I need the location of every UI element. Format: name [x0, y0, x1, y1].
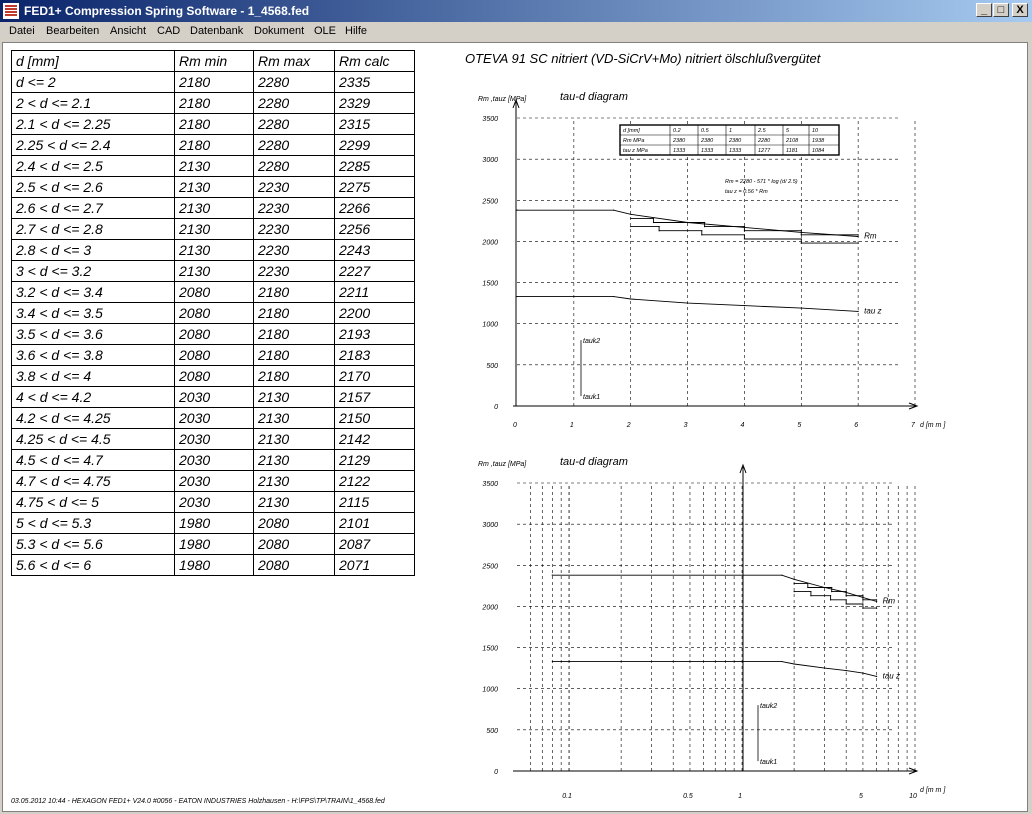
- data-point: [846, 670, 847, 671]
- table-cell: 2230: [254, 240, 335, 261]
- window-title: FED1+ Compression Spring Software - 1_4568.fed: [24, 4, 310, 18]
- y-tick-label: 500: [486, 727, 498, 735]
- y-tick-label: 3500: [482, 116, 498, 123]
- table-cell: 4 < d <= 4.2: [12, 387, 175, 408]
- table-cell: 2030: [175, 471, 254, 492]
- y-tick-label: 2000: [482, 604, 498, 612]
- tauk2-label: tauk2: [583, 338, 601, 346]
- data-point: [630, 298, 631, 299]
- table-cell: 2200: [335, 303, 415, 324]
- table-row: [12, 177, 415, 198]
- data-point: [831, 591, 832, 592]
- table-cell: 3.8 < d <= 4: [12, 366, 175, 387]
- x-axis-label: d [m m ]: [920, 422, 946, 429]
- table-cell: 2122: [335, 471, 415, 492]
- data-point: [807, 587, 808, 588]
- data-point: [810, 595, 811, 596]
- title-bar: [0, 0, 1032, 22]
- data-point: [781, 575, 782, 576]
- table-row: [12, 198, 415, 219]
- data-point: [862, 603, 863, 604]
- table-cell: 2130: [254, 387, 335, 408]
- table-row: [12, 366, 415, 387]
- data-point: [613, 296, 614, 297]
- table-cell: 2130: [254, 408, 335, 429]
- menu-datenbank[interactable]: Datenbank: [190, 25, 244, 37]
- x-tick-label: 5: [797, 422, 802, 429]
- inset-table-cell: 0.5: [701, 128, 709, 134]
- table-cell: 2030: [175, 408, 254, 429]
- series-label: Rm: [882, 596, 896, 606]
- table-cell: 2329: [335, 93, 415, 114]
- table-cell: 2130: [254, 492, 335, 513]
- app-icon: [3, 3, 19, 19]
- data-point: [516, 296, 517, 297]
- table-cell: 2170: [335, 366, 415, 387]
- table-cell: 4.7 < d <= 4.75: [12, 471, 175, 492]
- table-cell: 2180: [175, 135, 254, 156]
- table-cell: 2129: [335, 450, 415, 471]
- data-point: [810, 591, 811, 592]
- table-cell: 2030: [175, 387, 254, 408]
- table-cell: 2180: [254, 366, 335, 387]
- y-tick-label: 2000: [482, 239, 498, 247]
- data-point: [862, 672, 863, 673]
- inset-table-cell: Rm MPa: [623, 138, 645, 144]
- inset-table-cell: 5: [786, 128, 790, 134]
- table-cell: 2275: [335, 177, 415, 198]
- series-label: tau z: [882, 671, 900, 681]
- y-tick-label: 0: [494, 404, 498, 411]
- table-cell: 2080: [254, 555, 335, 576]
- table-cell: 4.75 < d <= 5: [12, 492, 175, 513]
- y-tick-label: 500: [486, 362, 498, 370]
- y-axis-label: Rm ,tauz [MPa]: [478, 461, 527, 468]
- inset-table-cell: 1938: [812, 138, 825, 144]
- table-header-cell: d [mm]: [12, 51, 175, 72]
- table-cell: 1980: [175, 555, 254, 576]
- table-row: [12, 135, 415, 156]
- tau-d-chart-log: [460, 450, 980, 800]
- chart-title: tau-d diagram: [560, 456, 628, 468]
- data-point: [830, 599, 831, 600]
- table-cell: 4.2 < d <= 4.25: [12, 408, 175, 429]
- table-cell: 2.8 < d <= 3: [12, 240, 175, 261]
- table-cell: 2266: [335, 198, 415, 219]
- table-cell: 2.1 < d <= 2.25: [12, 114, 175, 135]
- data-point: [876, 607, 877, 608]
- x-tick-label: 0.1: [562, 793, 572, 800]
- table-cell: 2.4 < d <= 2.5: [12, 156, 175, 177]
- table-cell: 2315: [335, 114, 415, 135]
- data-point: [701, 234, 702, 235]
- y-tick-label: 3000: [482, 157, 498, 165]
- table-row: [12, 240, 415, 261]
- table-cell: 2080: [175, 345, 254, 366]
- table-cell: 2.5 < d <= 2.6: [12, 177, 175, 198]
- table-cell: 2.6 < d <= 2.7: [12, 198, 175, 219]
- footer-status: 03.05.2012 10:44 - HEXAGON FED1+ V24.0 #0056 - EATON INDUSTRIES Holzhausen - H:\FPS\TP\TRAIN\1_4568.fed: [11, 798, 385, 805]
- table-cell: 2157: [335, 387, 415, 408]
- table-cell: 2230: [254, 198, 335, 219]
- table-cell: 2230: [254, 177, 335, 198]
- table-cell: 3 < d <= 3.2: [12, 261, 175, 282]
- x-tick-label: 7: [911, 422, 915, 429]
- table-cell: 2071: [335, 555, 415, 576]
- table-cell: 2150: [335, 408, 415, 429]
- y-tick-label: 1000: [482, 321, 498, 329]
- inset-table-cell: 2380: [701, 138, 714, 144]
- data-point: [701, 230, 702, 231]
- maximize-button[interactable]: □: [993, 3, 1009, 17]
- table-cell: 2211: [335, 282, 415, 303]
- table-cell: 2080: [175, 366, 254, 387]
- table-row: [12, 429, 415, 450]
- table-cell: 4.25 < d <= 4.5: [12, 429, 175, 450]
- table-cell: 2335: [335, 72, 415, 93]
- y-tick-label: 3000: [482, 522, 498, 530]
- data-point: [516, 210, 517, 211]
- table-cell: 2280: [254, 72, 335, 93]
- table-cell: 2243: [335, 240, 415, 261]
- data-point: [781, 661, 782, 662]
- data-point: [801, 234, 802, 235]
- data-point: [876, 676, 877, 677]
- table-cell: 2080: [254, 513, 335, 534]
- data-point: [876, 601, 877, 602]
- table-row: [12, 345, 415, 366]
- data-point: [653, 222, 654, 223]
- table-row: [12, 387, 415, 408]
- inset-table-cell: 1277: [758, 148, 771, 154]
- table-cell: 2180: [254, 324, 335, 345]
- data-point: [846, 599, 847, 600]
- table-cell: 3.4 < d <= 3.5: [12, 303, 175, 324]
- inset-table-cell: 1: [729, 128, 733, 134]
- menu-bar: [0, 22, 1032, 41]
- table-cell: 2183: [335, 345, 415, 366]
- inset-table-cell: 1333: [729, 148, 742, 154]
- x-tick-label: 6: [854, 422, 859, 429]
- table-cell: 2280: [254, 93, 335, 114]
- tauk1-label: tauk1: [583, 394, 601, 402]
- table-cell: 2180: [175, 93, 254, 114]
- tauk1-label: tauk1: [760, 759, 778, 767]
- table-cell: 2180: [254, 345, 335, 366]
- table-cell: 2142: [335, 429, 415, 450]
- table-row: [12, 303, 415, 324]
- tauk2-label: tauk2: [760, 703, 778, 711]
- table-cell: 2080: [175, 324, 254, 345]
- table-cell: 2030: [175, 429, 254, 450]
- table-row: [12, 555, 415, 576]
- x-tick-label: 3: [683, 422, 688, 429]
- y-tick-label: 1000: [482, 686, 498, 694]
- table-cell: 5.6 < d <= 6: [12, 555, 175, 576]
- data-point: [830, 595, 831, 596]
- inset-table-cell: 2380: [673, 138, 686, 144]
- table-cell: d <= 2: [12, 72, 175, 93]
- table-cell: 2285: [335, 156, 415, 177]
- data-point: [862, 599, 863, 600]
- inset-table-cell: 2108: [786, 138, 799, 144]
- x-tick-label: 0.5: [683, 793, 693, 800]
- table-cell: 1980: [175, 534, 254, 555]
- data-point: [846, 591, 847, 592]
- table-row: [12, 261, 415, 282]
- data-point: [846, 595, 847, 596]
- data-point: [659, 226, 660, 227]
- inset-table-cell: 0.2: [673, 128, 681, 134]
- data-point: [846, 603, 847, 604]
- table-cell: 2180: [175, 72, 254, 93]
- inset-table-cell: 2.5: [758, 128, 766, 134]
- inset-table-cell: 2380: [729, 138, 742, 144]
- menu-hilfe[interactable]: Hilfe: [345, 25, 368, 37]
- inset-table-cell: 1181: [786, 148, 798, 154]
- data-point: [552, 575, 553, 576]
- data-point: [653, 218, 654, 219]
- table-cell: 2130: [175, 198, 254, 219]
- data-point: [744, 230, 745, 231]
- chart-title: tau-d diagram: [560, 91, 628, 103]
- table-cell: 2.7 < d <= 2.8: [12, 219, 175, 240]
- table-row: [12, 513, 415, 534]
- y-tick-label: 1500: [482, 645, 498, 653]
- y-axis-label: Rm ,tauz [MPa]: [478, 96, 527, 103]
- menu-ansicht[interactable]: Ansicht: [110, 25, 147, 37]
- table-cell: 2227: [335, 261, 415, 282]
- data-point: [801, 242, 802, 243]
- close-button[interactable]: X: [1012, 3, 1028, 17]
- table-row: [12, 450, 415, 471]
- table-row: [12, 93, 415, 114]
- table-header-row: [12, 51, 415, 72]
- table-cell: 2080: [254, 534, 335, 555]
- table-cell: 2115: [335, 492, 415, 513]
- table-cell: 3.5 < d <= 3.6: [12, 324, 175, 345]
- table-row: [12, 471, 415, 492]
- data-point: [630, 218, 631, 219]
- data-point: [744, 226, 745, 227]
- data-point: [687, 303, 688, 304]
- series-line: [552, 575, 876, 601]
- table-cell: 2230: [254, 261, 335, 282]
- table-header-cell: Rm calc: [335, 51, 415, 72]
- inset-table-cell: 10: [812, 128, 819, 134]
- table-cell: 2280: [254, 114, 335, 135]
- table-cell: 2193: [335, 324, 415, 345]
- table-cell: 3.2 < d <= 3.4: [12, 282, 175, 303]
- data-point: [858, 234, 859, 235]
- table-cell: 2030: [175, 450, 254, 471]
- menu-cad[interactable]: CAD: [157, 25, 181, 37]
- data-point: [831, 587, 832, 588]
- data-point: [659, 230, 660, 231]
- data-point: [744, 305, 745, 306]
- data-point: [862, 595, 863, 596]
- table-cell: 3.6 < d <= 3.8: [12, 345, 175, 366]
- table-cell: 2130: [254, 450, 335, 471]
- table-cell: 2130: [175, 156, 254, 177]
- table-cell: 2130: [254, 471, 335, 492]
- table-header-cell: Rm max: [254, 51, 335, 72]
- table-row: [12, 219, 415, 240]
- table-cell: 2080: [175, 303, 254, 324]
- data-point: [704, 226, 705, 227]
- table-row: [12, 534, 415, 555]
- table-cell: 2087: [335, 534, 415, 555]
- table-cell: 2230: [254, 219, 335, 240]
- formula-rm: Rm = 2280 - 571 * log (d/ 2.5): [725, 179, 798, 185]
- data-point: [794, 579, 795, 580]
- table-row: [12, 492, 415, 513]
- table-row: [12, 324, 415, 345]
- table-cell: 2180: [175, 114, 254, 135]
- table-cell: 2 < d <= 2.1: [12, 93, 175, 114]
- table-header-cell: Rm min: [175, 51, 254, 72]
- data-point: [552, 661, 553, 662]
- table-cell: 2030: [175, 492, 254, 513]
- data-point: [794, 591, 795, 592]
- x-tick-label: 10: [909, 793, 917, 800]
- inset-table-cell: tau z MPa: [623, 148, 648, 154]
- inset-table-cell: 1333: [673, 148, 686, 154]
- material-title: OTEVA 91 SC nitriert (VD-SiCrV+Mo) nitriert ölschlußvergütet: [465, 51, 821, 66]
- series-line: [552, 662, 876, 677]
- data-point: [824, 668, 825, 669]
- data-point: [801, 238, 802, 239]
- series-label: Rm: [864, 231, 877, 241]
- tau-d-chart-linear: [460, 85, 980, 435]
- x-tick-label: 2: [626, 422, 631, 429]
- table-cell: 2180: [254, 303, 335, 324]
- y-tick-label: 3500: [482, 481, 498, 488]
- minimize-button[interactable]: _: [976, 3, 992, 17]
- menu-ole[interactable]: OLE: [314, 25, 337, 37]
- table-cell: 2280: [254, 156, 335, 177]
- data-point: [858, 236, 859, 237]
- x-tick-label: 5: [858, 793, 863, 800]
- inset-table-cell: 2280: [758, 138, 771, 144]
- y-tick-label: 2500: [482, 563, 498, 571]
- table-row: [12, 156, 415, 177]
- menu-dokument[interactable]: Dokument: [254, 25, 305, 37]
- formula-tauz: tau z = 0.56 * Rm: [725, 189, 768, 195]
- table-cell: 4.5 < d <= 4.7: [12, 450, 175, 471]
- y-tick-label: 1500: [482, 280, 498, 288]
- strength-table: [11, 50, 415, 576]
- x-tick-label: 1: [569, 422, 574, 429]
- table-cell: 2299: [335, 135, 415, 156]
- table-row: [12, 408, 415, 429]
- data-point: [794, 583, 795, 584]
- table-row: [12, 282, 415, 303]
- data-point: [858, 242, 859, 243]
- x-axis-label: d [m m ]: [920, 787, 946, 794]
- data-point: [801, 230, 802, 231]
- data-point: [630, 226, 631, 227]
- table-cell: 2130: [175, 261, 254, 282]
- inset-table-cell: d [mm]: [623, 128, 640, 134]
- x-tick-label: 1: [738, 793, 742, 800]
- data-point: [744, 234, 745, 235]
- y-tick-label: 2500: [482, 198, 498, 206]
- inset-table-cell: 1084: [812, 148, 825, 154]
- table-cell: 2130: [175, 240, 254, 261]
- menu-bearbeiten[interactable]: Bearbeiten: [46, 25, 100, 37]
- data-point: [858, 311, 859, 312]
- table-cell: 5 < d <= 5.3: [12, 513, 175, 534]
- data-point: [630, 214, 631, 215]
- data-point: [704, 222, 705, 223]
- table-cell: 2.25 < d <= 2.4: [12, 135, 175, 156]
- x-tick-label: 4: [740, 422, 745, 429]
- table-cell: 2080: [175, 282, 254, 303]
- table-cell: 5.3 < d <= 5.6: [12, 534, 175, 555]
- menu-datei[interactable]: Datei: [9, 25, 35, 37]
- y-tick-label: 0: [494, 769, 498, 776]
- table-cell: 2280: [254, 135, 335, 156]
- table-row: [12, 114, 415, 135]
- table-cell: 2130: [175, 219, 254, 240]
- data-point: [613, 210, 614, 211]
- table-cell: 2101: [335, 513, 415, 534]
- table-row: [12, 72, 415, 93]
- series-label: tau z: [864, 306, 882, 316]
- table-cell: 1980: [175, 513, 254, 534]
- table-cell: 2180: [254, 282, 335, 303]
- data-point: [807, 583, 808, 584]
- inset-table-cell: 1333: [701, 148, 714, 154]
- data-point: [876, 599, 877, 600]
- data-point: [801, 307, 802, 308]
- data-point: [744, 238, 745, 239]
- x-tick-label: 0: [513, 422, 517, 429]
- table-cell: 2130: [175, 177, 254, 198]
- table-cell: 2256: [335, 219, 415, 240]
- data-point: [794, 663, 795, 664]
- table-cell: 2130: [254, 429, 335, 450]
- data-point: [862, 607, 863, 608]
